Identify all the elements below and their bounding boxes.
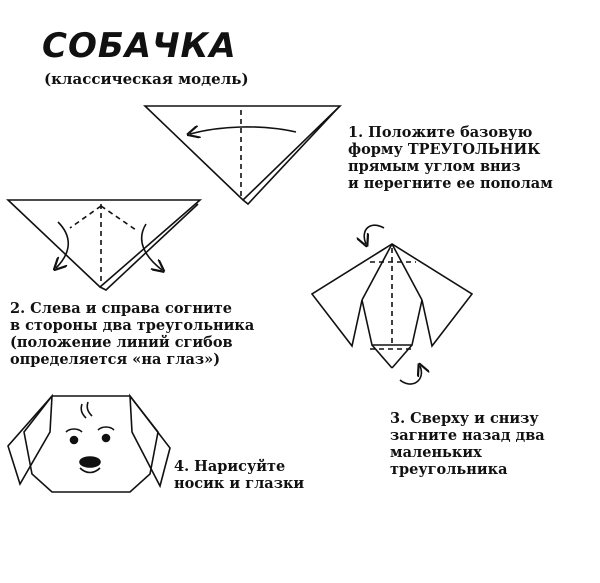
- dog-nose: [80, 457, 100, 467]
- step-1-line: 1. Положите базовую: [348, 124, 533, 141]
- step-2-right-fold-line: [101, 206, 136, 230]
- step-3-line: треугольника: [390, 461, 508, 478]
- step-4-figure: [8, 396, 170, 492]
- dog-mouth: [80, 468, 100, 473]
- step-1-folded-edge: [243, 108, 338, 204]
- step-3-figure: [312, 225, 472, 384]
- step-2-line: определяется «на глаз»): [10, 351, 221, 368]
- step-1-line: форму ТРЕУГОЛЬНИК: [348, 141, 541, 158]
- step-1-figure: [145, 106, 340, 204]
- step-2-line: (положение линий сгибов: [10, 334, 233, 351]
- dog-hair-icon: [81, 402, 92, 418]
- step-2-line: в стороны два треугольника: [10, 317, 255, 334]
- step-2-figure: [8, 200, 200, 290]
- step-3-right-ear-edge: [392, 244, 422, 300]
- dog-left-ear: [8, 396, 52, 484]
- step-1-triangle: [145, 106, 340, 200]
- step-3-line: загните назад два: [390, 427, 545, 444]
- page-title: СОБАЧКА: [42, 26, 237, 66]
- step-2-folded-edge: [100, 204, 198, 290]
- dog-right-eye: [103, 435, 110, 442]
- dog-right-brow: [98, 427, 114, 430]
- step-3-line: маленьких: [390, 444, 482, 461]
- step-2-left-arrow: [56, 222, 68, 268]
- step-3-line: 3. Сверху и снизу: [390, 410, 539, 427]
- step-4-line: 4. Нарисуйте: [174, 458, 286, 475]
- step-2-triangle: [8, 200, 200, 287]
- page-subtitle: (классическая модель): [44, 70, 249, 88]
- step-2-left-fold-line: [70, 206, 101, 228]
- dog-left-eye: [71, 437, 78, 444]
- step-3-top-arrow: [364, 225, 384, 244]
- step-3-left-ear-edge: [362, 244, 392, 300]
- step-1-fold-arrow: [190, 127, 296, 134]
- dog-left-brow: [66, 429, 82, 432]
- step-2-line: 2. Слева и справа согните: [10, 300, 232, 317]
- step-3-bottom-arrow: [400, 366, 421, 384]
- step-1-line: и перегните ее пополам: [348, 175, 553, 192]
- step-1-line: прямым углом вниз: [348, 158, 521, 175]
- step-4-line: носик и глазки: [174, 475, 305, 492]
